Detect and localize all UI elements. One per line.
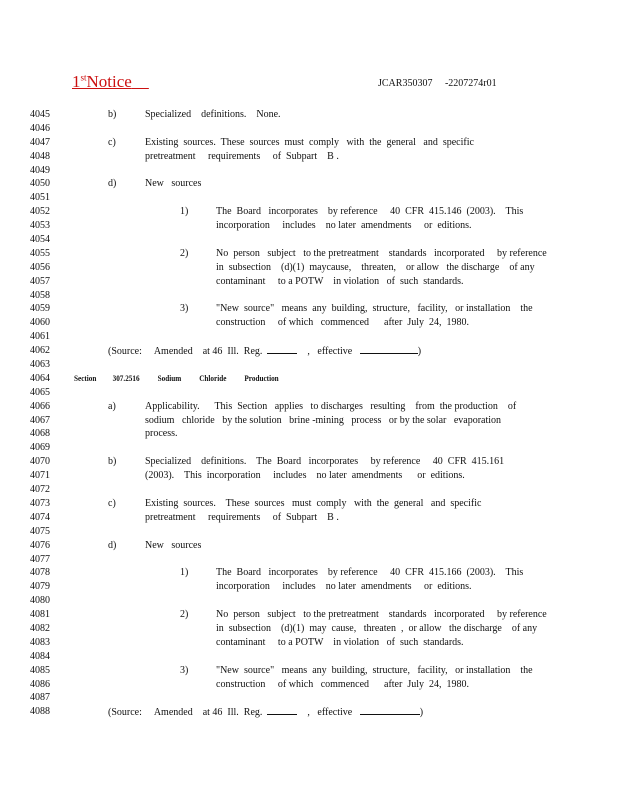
document-line [30, 164, 590, 178]
line-number: 4048 [30, 150, 50, 162]
item-number: 3) [180, 664, 189, 676]
document-line [30, 553, 590, 567]
line-number: 4073 [30, 497, 50, 509]
item-text-cont: incorporation includes no later amendments or editions. [216, 581, 472, 593]
subsection-label: c) [108, 497, 116, 509]
document-line [30, 358, 590, 372]
document-line [30, 108, 590, 122]
line-number: 4046 [30, 122, 50, 134]
line-number: 4060 [30, 317, 50, 329]
line-number: 4059 [30, 303, 50, 315]
line-number: 4063 [30, 359, 50, 371]
item-number: 3) [180, 303, 189, 315]
subsection-label: a) [108, 400, 116, 412]
source-note: (Source: Amended at 46 Ill. Reg. , effective ) [108, 707, 424, 719]
document-line [30, 455, 590, 469]
item-number: 1) [180, 567, 189, 579]
subsection-text-cont: pretreatment requirements of Subpart B . [145, 150, 339, 162]
document-line [30, 219, 590, 233]
document-line [30, 344, 590, 358]
document-line [30, 566, 590, 580]
document-line [30, 580, 590, 594]
line-number: 4079 [30, 581, 50, 593]
subsection-text-cont: (2003). This incorporation includes no later amendments or editions. [145, 470, 465, 482]
document-line [30, 441, 590, 455]
item-text: "New source" means any building, structure, facility, or installation the [216, 303, 533, 315]
line-number: 4067 [30, 414, 50, 426]
item-number: 2) [180, 609, 189, 621]
document-line [30, 691, 590, 705]
document-line [30, 122, 590, 136]
page-header [72, 72, 552, 96]
line-number: 4083 [30, 636, 50, 648]
subsection-text: Existing sources. These sources must comply with the general and specific [145, 497, 482, 509]
document-line [30, 302, 590, 316]
document-line [30, 664, 590, 678]
line-number: 4081 [30, 609, 50, 621]
document-line [30, 275, 590, 289]
line-number: 4087 [30, 692, 50, 704]
item-text-cont: contaminant to a POTW in violation of such standards. [216, 275, 464, 287]
subsection-text-cont: sodium chloride by the solution brine -mining process or by the solar evaporation [145, 414, 502, 426]
document-line [30, 469, 590, 483]
line-number: 4050 [30, 178, 50, 190]
line-number: 4062 [30, 345, 50, 357]
line-number: 4068 [30, 428, 50, 440]
document-line [30, 372, 590, 386]
line-number: 4082 [30, 622, 50, 634]
item-text: No person subject to the pretreatment standards incorporated by reference [216, 609, 547, 621]
item-text-cont: construction of which commenced after July 24, 1980. [216, 678, 469, 690]
line-number: 4085 [30, 664, 50, 676]
document-body [30, 108, 590, 719]
document-line [30, 205, 590, 219]
item-text: No person subject to the pretreatment standards incorporated by reference [216, 247, 547, 259]
document-line [30, 678, 590, 692]
item-text: "New source" means any building, structure, facility, or installation the [216, 664, 533, 676]
subsection-text: Applicability. This Section applies to discharges resulting from the production of [145, 400, 517, 412]
line-number: 4076 [30, 539, 50, 551]
subsection-text: Existing sources. These sources must comply with the general and specific [145, 136, 474, 148]
source-note: (Source: Amended at 46 Ill. Reg. , effective ) [108, 346, 422, 358]
line-number: 4058 [30, 289, 50, 301]
document-line [30, 289, 590, 303]
line-number: 4071 [30, 470, 50, 482]
item-number: 2) [180, 247, 189, 259]
subsection-text-cont: pretreatment requirements of Subpart B . [145, 511, 339, 523]
item-text-cont: contaminant to a POTW in violation of such standards. [216, 636, 464, 648]
line-number: 4084 [30, 650, 50, 662]
document-code [378, 78, 497, 89]
line-number: 4075 [30, 525, 50, 537]
document-line [30, 622, 590, 636]
line-number: 4053 [30, 220, 50, 232]
item-text: The Board incorporates by reference 40 CFR 415.166 (2003). This [216, 567, 524, 579]
subsection-label: d) [108, 178, 117, 190]
document-line [30, 316, 590, 330]
line-number: 4049 [30, 164, 50, 176]
item-text-cont: incorporation includes no later amendments or editions. [216, 220, 472, 232]
document-line [30, 594, 590, 608]
subsection-label: d) [108, 539, 117, 551]
document-line [30, 191, 590, 205]
item-number: 1) [180, 206, 189, 218]
line-number: 4045 [30, 109, 50, 120]
document-line [30, 136, 590, 150]
document-line [30, 608, 590, 622]
line-number: 4057 [30, 275, 50, 287]
item-text-cont: construction of which commenced after July 24, 1980. [216, 317, 469, 329]
line-number: 4088 [30, 706, 50, 718]
document-line [30, 386, 590, 400]
line-number: 4056 [30, 261, 50, 273]
line-number: 4072 [30, 484, 50, 496]
document-line [30, 539, 590, 553]
document-line [30, 636, 590, 650]
notice-label: 1stNotice [72, 72, 132, 91]
document-line [30, 150, 590, 164]
line-number: 4066 [30, 400, 50, 412]
line-number: 4078 [30, 567, 50, 579]
document-line [30, 330, 590, 344]
line-number: 4086 [30, 678, 50, 690]
item-text: The Board incorporates by reference 40 CFR 415.146 (2003). This [216, 206, 524, 218]
blank-reg-number [267, 705, 297, 715]
line-number: 4051 [30, 192, 50, 204]
line-number: 4077 [30, 553, 50, 565]
line-number: 4074 [30, 511, 50, 523]
document-line [30, 400, 590, 414]
subsection-text: New sources [145, 178, 202, 190]
line-number: 4064 [30, 372, 50, 384]
jcar-code: JCAR350307 [378, 78, 433, 89]
document-line [30, 525, 590, 539]
line-number: 4054 [30, 234, 50, 246]
line-number: 4070 [30, 456, 50, 468]
line-number: 4080 [30, 595, 50, 607]
document-line [30, 177, 590, 191]
subsection-text: New sources [145, 539, 202, 551]
line-number: 4052 [30, 206, 50, 218]
item-text-cont: in subsection (d)(1) maycause, threaten, or allow the discharge of any [216, 261, 535, 273]
jcar-suffix: -2207274r01 [444, 78, 497, 89]
document-line [30, 414, 590, 428]
line-number: 4069 [30, 442, 50, 454]
item-text-cont: in subsection (d)(1) may cause, threaten , or allow the discharge of any [216, 622, 538, 634]
line-number: 4047 [30, 136, 50, 148]
subsection-text-cont: process. [145, 428, 178, 440]
document-line [30, 427, 590, 441]
blank-effective-date [360, 344, 418, 354]
document-line [30, 511, 590, 525]
subsection-text: Specialized definitions. The Board incorporates by reference 40 CFR 415.161 [145, 456, 505, 468]
subsection-text: Specialized definitions. None. [145, 109, 281, 120]
subsection-label: c) [108, 136, 116, 148]
document-line [30, 233, 590, 247]
document-line [30, 705, 590, 719]
document-line [30, 650, 590, 664]
subsection-label: b) [108, 109, 117, 120]
section-heading: Section 307.2516 Sodium Chloride Production [74, 373, 279, 383]
document-line [30, 497, 590, 511]
line-number: 4065 [30, 386, 50, 398]
subsection-label: b) [108, 456, 117, 468]
line-number: 4061 [30, 331, 50, 343]
line-number: 4055 [30, 247, 50, 259]
blank-reg-number [267, 344, 297, 354]
document-line [30, 247, 590, 261]
document-line [30, 483, 590, 497]
document-line [30, 261, 590, 275]
blank-effective-date [360, 705, 420, 715]
